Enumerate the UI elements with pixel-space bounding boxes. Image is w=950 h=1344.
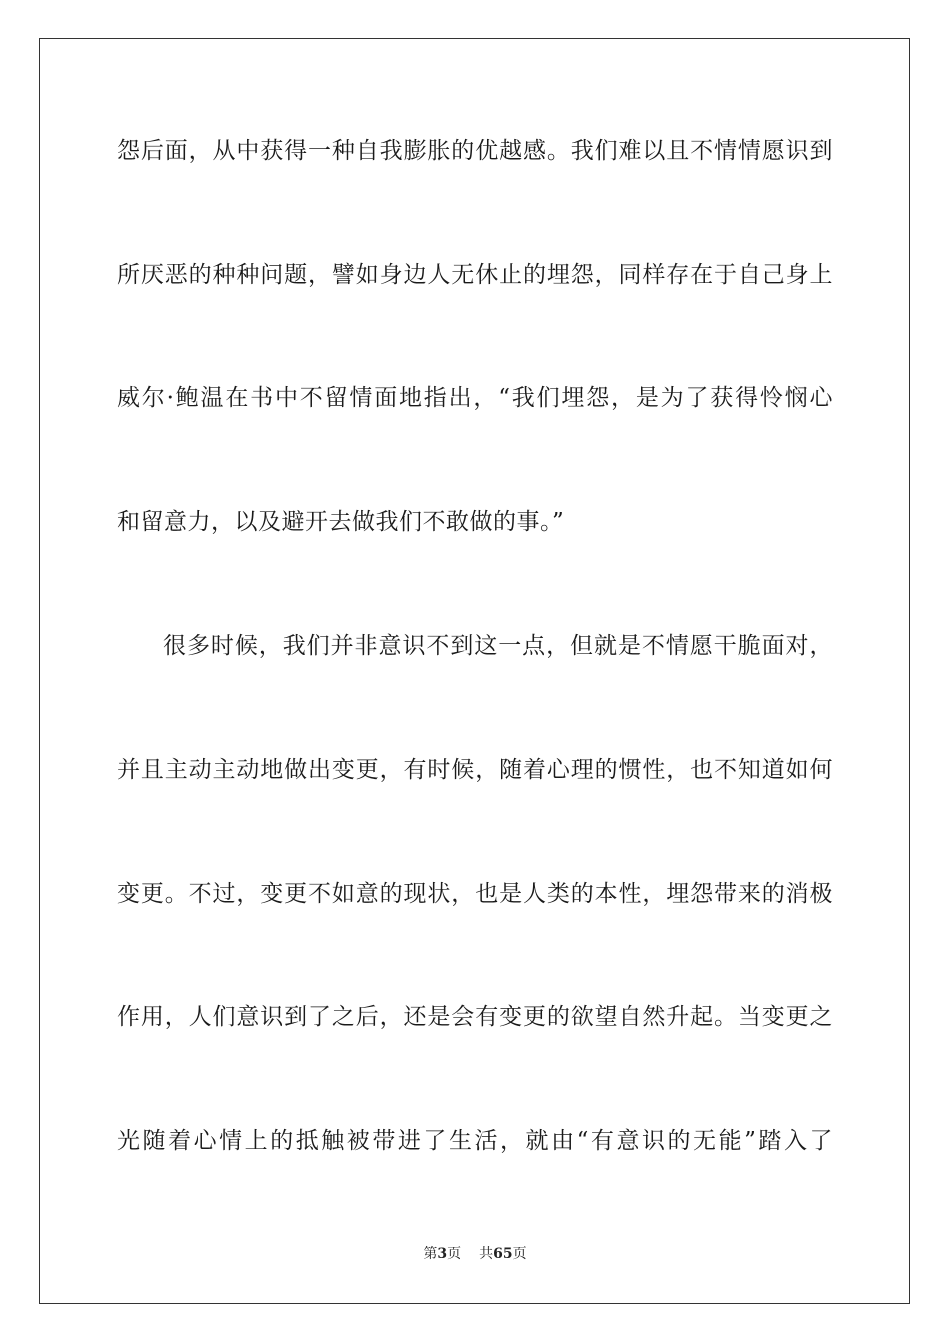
body-text-line-7: 变更。不过，变更不如意的现状，也是人类的本性，埋怨带来的消极 — [117, 881, 833, 907]
page-footer — [0, 1245, 950, 1263]
body-text-line-8: 作用，人们意识到了之后，还是会有变更的欲望自然升起。当变更之 — [117, 1004, 833, 1030]
body-text-line-6: 并且主动主动地做出变更，有时候，随着心理的惯性，也不知道如何 — [117, 757, 833, 783]
page-border — [39, 38, 910, 1304]
body-text-line-5: 很多时候，我们并非意识不到这一点，但就是不情愿干脆面对， — [163, 633, 833, 659]
body-text-line-2: 所厌恶的种种问题，譬如身边人无休止的埋怨，同样存在于自己身上 — [117, 262, 833, 288]
page-prefix: 第 — [423, 1246, 438, 1262]
page-number: 3 — [437, 1246, 448, 1262]
total-suffix: 页 — [512, 1246, 527, 1262]
body-text-line-1: 怨后面，从中获得一种自我膨胀的优越感。我们难以且不情情愿识到 — [117, 138, 833, 164]
body-text-line-9: 光随着心情上的抵触被带进了生活，就由“有意识的无能”踏入了 — [117, 1128, 833, 1154]
body-text-line-4: 和留意力，以及避开去做我们不敢做的事。” — [117, 509, 565, 535]
page-suffix: 页 — [447, 1246, 462, 1262]
body-text-line-3: 威尔·鲍温在书中不留情面地指出，“我们埋怨，是为了获得怜悯心 — [117, 385, 833, 411]
total-prefix: 共 — [479, 1246, 494, 1262]
total-pages: 65 — [493, 1246, 513, 1262]
